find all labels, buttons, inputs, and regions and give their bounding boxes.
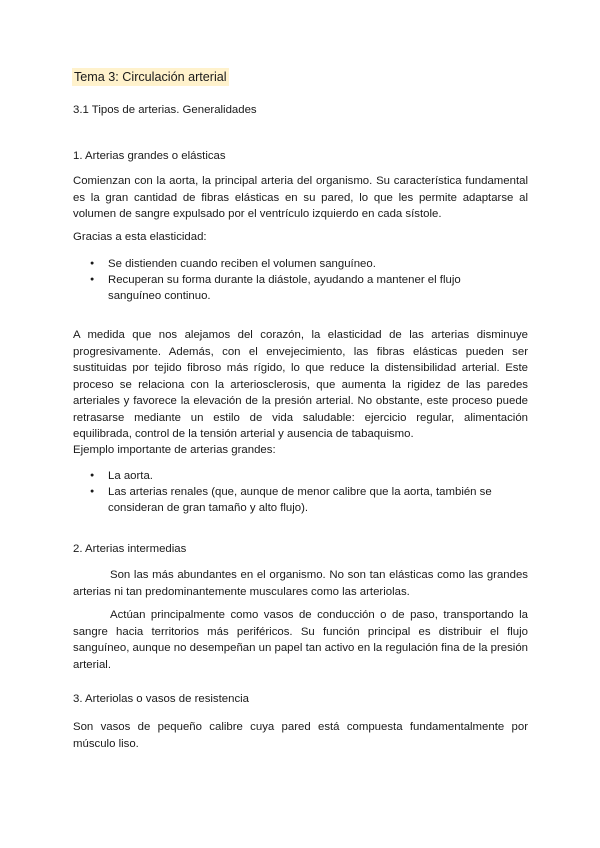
section-subtitle: 3.1 Tipos de arterias. Generalidades xyxy=(73,104,257,116)
section1-heading: 1. Arterias grandes o elásticas xyxy=(73,150,226,162)
document-title: Tema 3: Circulación arterial xyxy=(74,70,227,84)
list-item: ● Recuperan su forma durante la diástole, ayudando a mantener el flujo sanguíneo continuo. xyxy=(73,272,513,304)
list-item: ● Las arterias renales (que, aunque de menor calibre que la aorta, también se consideran de gran tamaño y alto flujo). xyxy=(73,484,513,516)
examples-list xyxy=(73,468,513,516)
list-item: ● La aorta. xyxy=(73,468,513,484)
list-item: ● Se distienden cuando reciben el volumen sanguíneo. xyxy=(73,256,513,272)
section3-heading: 3. Arteriolas o vasos de resistencia xyxy=(73,693,250,705)
section3-paragraph-1: Son vasos de pequeño calibre cuya pared está compuesta fundamentalmente por músculo liso. xyxy=(73,721,528,750)
section2-paragraph-2: Actúan principalmente como vasos de conducción o de paso, transportando la sangre hacia territorios más periféricos. Su función principal es distribuir el flujo sanguíneo, aunque no desempeñan un papel tan activo en la regulación fina de la presión arterial. xyxy=(73,609,528,671)
section1-paragraph-2: Gracias a esta elasticidad: xyxy=(73,231,207,243)
section1-paragraph-4: Ejemplo importante de arterias grandes: xyxy=(73,444,276,456)
section1-paragraph-1: Comienzan con la aorta, la principal arteria del organismo. Su característica fundamental es la gran cantidad de fibras elásticas en su pared, lo que les permite adaptarse al volumen de sangre expulsado por el ventrículo izquierdo en cada sístole. xyxy=(73,175,528,220)
section2-paragraph-1: Son las más abundantes en el organismo. No son tan elásticas como las grandes arterias ni tan predominantemente musculares como las arteriolas. xyxy=(73,569,528,598)
section1-paragraph-3: A medida que nos alejamos del corazón, la elasticidad de las arterias disminuye progresivamente. Además, con el envejecimiento, las fibras elásticas pueden ser sustituidas por tejido fibroso más rígido, lo que reduce la distensibilidad arterial. Este proceso se relaciona con la arteriosclerosis, que aumenta la rigidez de las paredes arteriales y favorece la elevación de la presión arterial. No obstante, este proceso puede retrasarse mediante un estilo de vida saludable: ejercicio regular, alimentación equilibrada, control de la tensión arterial y ausencia de tabaquismo. xyxy=(73,329,528,440)
section2-heading: 2. Arterias intermedias xyxy=(73,543,187,555)
elasticity-list xyxy=(73,256,513,304)
